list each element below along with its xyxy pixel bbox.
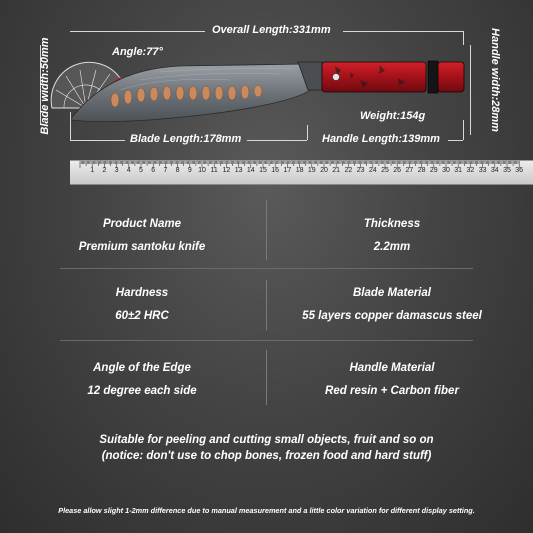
ruler-number: 13 (234, 167, 243, 174)
angle-label: Angle:77° (112, 46, 163, 58)
spec-thickness-title: Thickness (363, 218, 421, 230)
blade-width-label: Blade width:50mm (39, 37, 51, 135)
spec-handle-material-value: Red resin + Carbon fiber (325, 385, 459, 397)
ruler-number: 35 (503, 167, 511, 174)
spec-divider-vertical-3 (266, 350, 267, 405)
spec-blade-material-value: 55 layers copper damascus steel (302, 310, 482, 322)
spec-divider-horizontal-2 (60, 340, 473, 341)
ruler-number: 15 (259, 167, 267, 174)
ruler-numbers (70, 167, 533, 179)
ruler-number: 26 (393, 167, 402, 174)
ruler-number: 9 (187, 167, 192, 174)
spec-divider-vertical-1 (266, 200, 267, 260)
spec-handle-material-title: Handle Material (349, 362, 435, 374)
overall-length-label: Overall Length:331mm (212, 24, 331, 36)
ruler-number: 17 (283, 167, 292, 174)
spec-edge-angle-value: 12 degree each side (87, 385, 197, 397)
ruler-number: 7 (163, 167, 168, 174)
blade-length-label: Blade Length:178mm (130, 133, 242, 145)
ruler-number: 31 (454, 167, 463, 174)
ruler-number: 18 (295, 167, 304, 174)
weight-label: Weight:154g (360, 110, 426, 122)
ruler-number: 4 (126, 167, 131, 174)
ruler (70, 160, 533, 185)
ruler-number: 28 (417, 167, 426, 174)
ruler-number: 19 (307, 167, 316, 174)
ruler-number: 11 (210, 167, 218, 174)
ruler-number: 12 (222, 167, 231, 174)
ruler-number: 36 (515, 167, 524, 174)
ruler-number: 2 (102, 167, 107, 174)
blade-length-line-left (70, 140, 125, 141)
ruler-number: 23 (356, 167, 365, 174)
ruler-number: 10 (198, 167, 206, 174)
ruler-number: 5 (139, 167, 143, 174)
ruler-number: 14 (246, 167, 255, 174)
handle-length-line-right (448, 140, 463, 141)
spec-hardness-title: Hardness (115, 287, 169, 299)
ruler-number: 29 (429, 167, 438, 174)
ruler-number: 32 (466, 167, 475, 174)
ruler-number: 16 (271, 167, 280, 174)
handle-width-label: Handle width:28mm (489, 28, 501, 132)
spec-blade-material-title: Blade Material (353, 287, 431, 299)
ruler-number: 21 (332, 167, 341, 174)
spec-divider-vertical-2 (266, 280, 267, 330)
ruler-number: 30 (442, 167, 450, 174)
ruler-number: 24 (368, 167, 377, 174)
ruler-number: 22 (344, 167, 353, 174)
blade-handle-divider-tick (307, 125, 308, 140)
ruler-number: 8 (175, 167, 180, 174)
ruler-number: 25 (381, 167, 389, 174)
usage-note-line-1: Suitable for peeling and cutting small objects, fruit and so on (99, 434, 434, 446)
ruler-number: 3 (114, 167, 119, 174)
disclaimer: Please allow slight 1-2mm difference due to manual measurement and a little color variation for different display setting. (58, 506, 475, 515)
spec-thickness-value: 2.2mm (373, 241, 411, 253)
spec-product-name-value: Premium santoku knife (78, 241, 206, 253)
blade-length-tick-left (70, 112, 71, 140)
ruler-number: 6 (151, 167, 156, 174)
overall-length-line-right (343, 31, 463, 32)
spec-hardness-value: 60±2 HRC (115, 310, 169, 322)
ruler-number: 34 (490, 167, 499, 174)
blade-length-line-right (247, 140, 307, 141)
ruler-number: 27 (405, 167, 414, 174)
spec-product-name-title: Product Name (103, 218, 181, 230)
overall-length-tick-right (463, 31, 464, 45)
ruler-number: 33 (478, 167, 487, 174)
ruler-number: 1 (90, 167, 95, 174)
overall-length-line-left (70, 31, 205, 32)
spec-divider-horizontal-1 (60, 268, 473, 269)
handle-length-label: Handle Length:139mm (322, 133, 440, 145)
ruler-number: 20 (320, 167, 328, 174)
spec-edge-angle-title: Angle of the Edge (93, 362, 191, 374)
handle-width-line (470, 45, 471, 135)
usage-note-line-2: (notice: don't use to chop bones, frozen food and hard stuff) (101, 450, 432, 462)
handle-length-tick-right (463, 120, 464, 140)
knife-image (60, 50, 470, 140)
